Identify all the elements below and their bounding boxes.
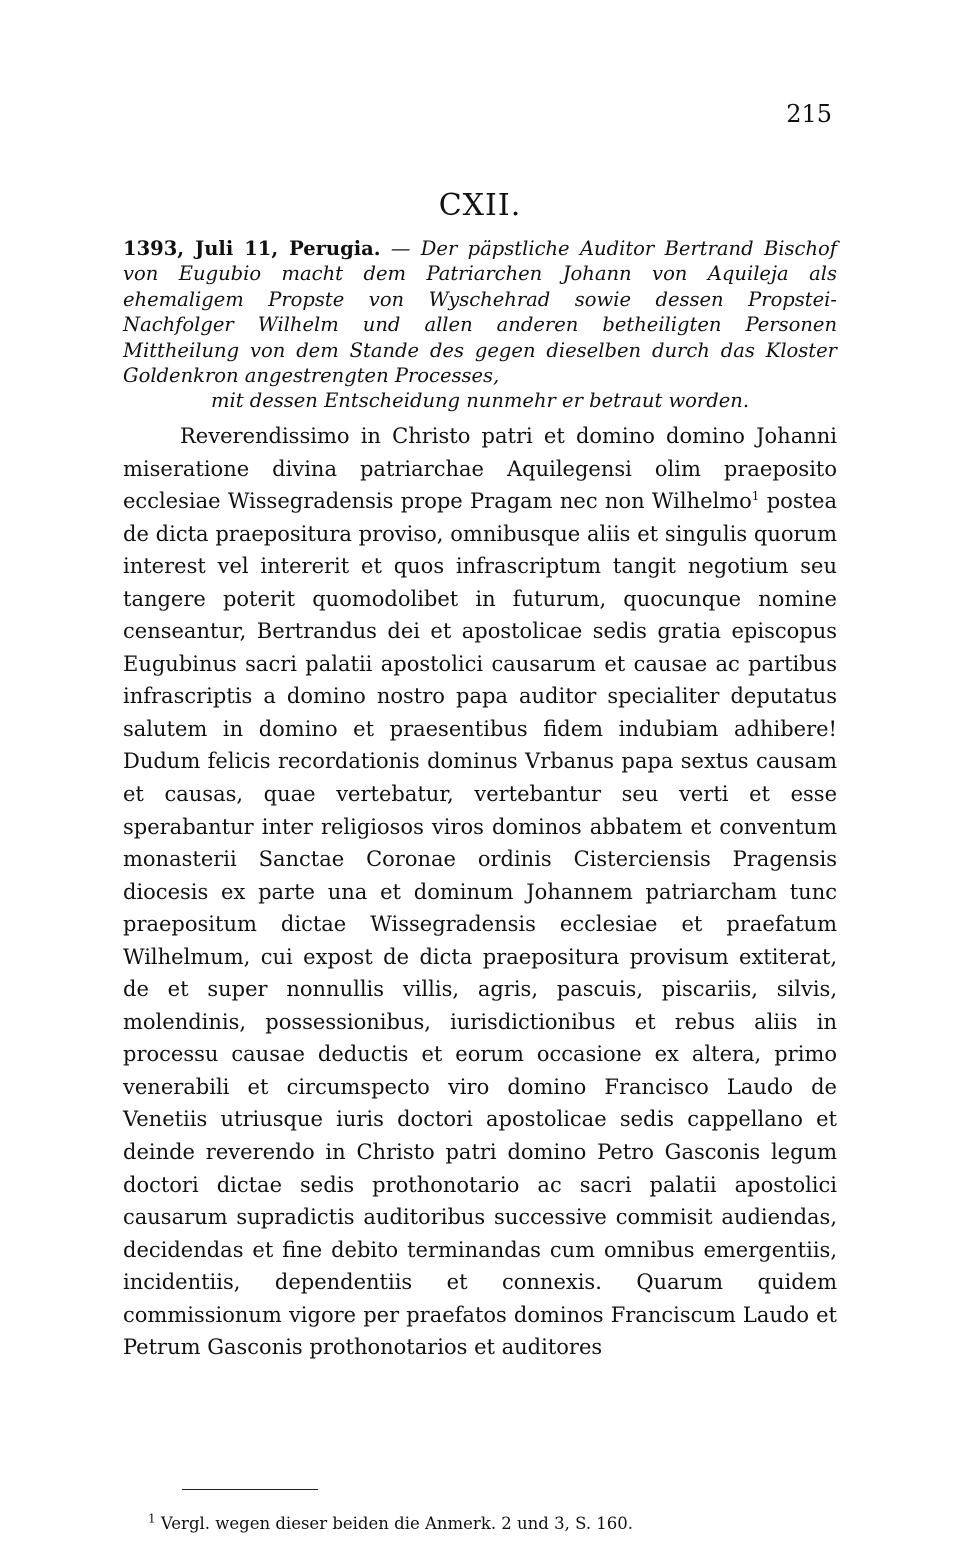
footnote-reference: 1 — [751, 489, 760, 504]
footnote — [148, 1513, 633, 1535]
regest-dash: — — [380, 237, 421, 260]
regest-dateline: 1393, Juli 11, Perugia. — [123, 237, 381, 260]
footnote-divider — [182, 1489, 318, 1490]
regest — [123, 236, 837, 414]
body-paragraph — [123, 420, 837, 1364]
regest-text: Der päpstliche Auditor Bertrand Bischof von Eugubio macht dem Patriarchen Johann von Aquileja als ehemaligem Propste von Wyschehrad sowie dessen Propstei-Nachfolger Wilhelm und allen anderen betheiligten Personen Mittheilung von dem Stande des gegen dieselben durch das Kloster Goldenkron angestrengten Processes, — [123, 237, 837, 388]
page-number: 215 — [786, 100, 832, 128]
document-body — [123, 420, 837, 1364]
regest-last-line: mit dessen Entscheidung nunmehr er betraut worden. — [210, 389, 750, 413]
footnote-marker: 1 — [148, 1511, 156, 1526]
document-number: CXII. — [438, 188, 522, 223]
footnote-text: Vergl. wegen dieser beiden die Anmerk. 2 und 3, S. 160. — [160, 1514, 634, 1533]
body-text-part-2: postea de dicta praepositura proviso, omnibusque aliis et singulis quorum interest vel intererit et quos infrascriptum tangit negotium seu tangere poterit quomodolibet in futurum, quocunque nomine censeantur, Bertrandus dei et apostolicae sedis gratia episcopus Eugubinus sacri palatii apostolici causarum et causae ac partibus infrascriptis a domino nostro papa auditor specialiter deputatus salutem in domino et praesentibus fidem indubiam adhibere! Dudum felicis recordationis dominus Vrbanus papa sextus causam et causas, quae vertebatur, vertebantur seu verti et esse sperabantur inter religiosos viros dominos abbatem et conventum monasterii Sanctae Coronae ordinis Cisterciensis Pragensis diocesis ex parte una et dominum Johannem patriarcham tunc praepositum dictae Wissegradensis ecclesiae et praefatum Wilhelmum, cui expost de dicta praepositura provisum extiterat, de et super nonnullis villis, agris, pascuis, piscariis, silvis, molendinis, possessionibus, iurisdictionibus et rebus aliis in processu causae deductis et eorum occasione ex altera, primo venerabili et circumspecto viro domino Francisco Laudo de Venetiis utriusque iuris doctori apostolicae sedis cappellano et deinde reverendo in Christo patri domino Petro Gasconis legum doctori dictae sedis prothonotario ac sacri palatii apostolici causarum supradictis auditoribus successive commisit audiendas, decidendas et fine debito terminandas cum omnibus emergentiis, incidentiis, dependentiis et connexis. Quarum quidem commissionum vigore per praefatos dominos Franciscum Laudo et Petrum Gasconis prothonotarios et auditores — [123, 489, 837, 1360]
body-text-part-1: Reverendissimo in Christo patri et domino domino Johanni miseratione divina patriarchae Aquilegensi olim praeposito ecclesiae Wissegradensis prope Pragam nec non Wilhelmo — [123, 424, 837, 514]
